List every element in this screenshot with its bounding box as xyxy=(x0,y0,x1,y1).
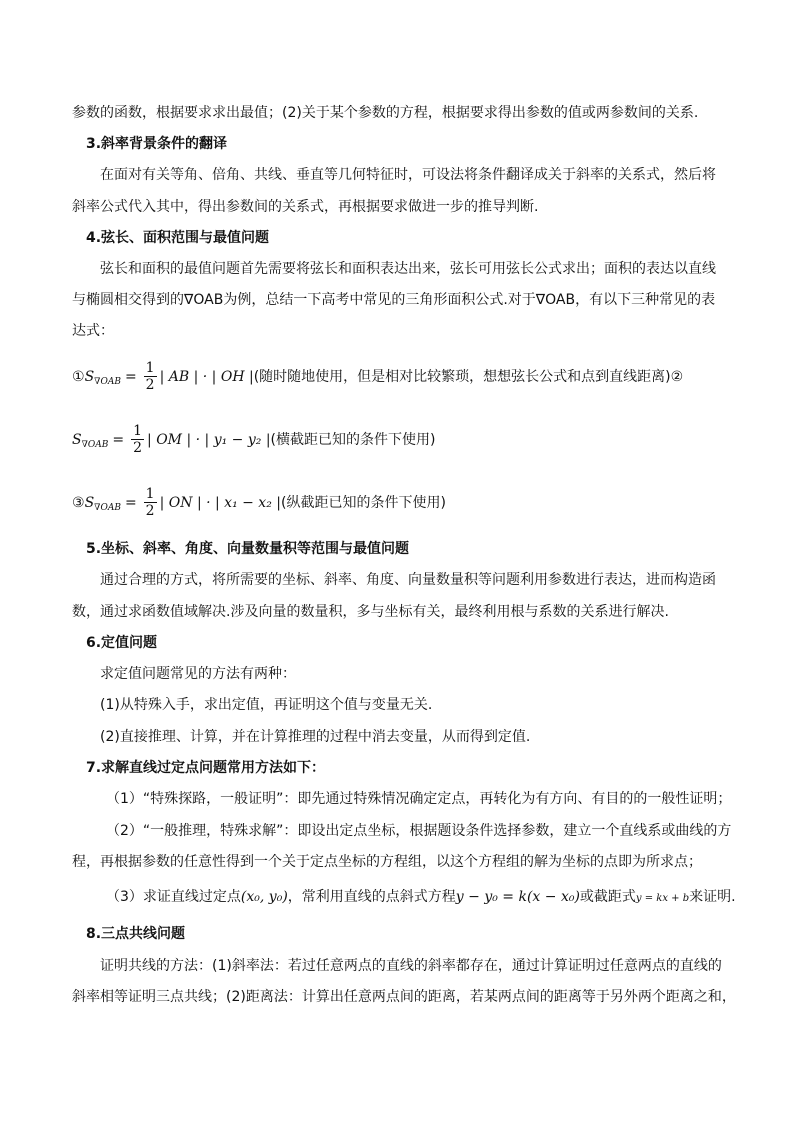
paragraph-line: (1)从特殊入手，求出定值，再证明这个值与变量无关. xyxy=(100,697,433,713)
fraction-denominator: 2 xyxy=(145,377,155,393)
paragraph-line: 通过合理的方式，将所需要的坐标、斜率、角度、向量数量积等问题利用参数进行表达，进而构造函 xyxy=(100,572,716,588)
paragraph-line: 证明共线的方法：(1)斜率法：若过任意两点的直线的斜率都存在，通过计算证明过任意两点的直线的 xyxy=(100,958,722,974)
fraction-denominator: 2 xyxy=(145,503,155,519)
fraction-numerator: 1 xyxy=(133,423,143,439)
formula-note: (横截距已知的条件下使用) xyxy=(270,431,436,448)
paragraph-line: 斜率公式代入其中，得出参数间的关系式，再根据要求做进一步的推导判断. xyxy=(72,199,539,215)
paragraph-line-with-math xyxy=(106,887,786,909)
paragraph-line: 求定值问题常见的方法有两种： xyxy=(100,666,296,682)
paragraph-line: 程，再根据参数的任意性得到一个关于定点坐标的方程组，以这个方程组的解为坐标的点即为所求点； xyxy=(72,854,702,870)
paragraph-line: 弦长和面积的最值问题首先需要将弦长和面积表达出来，弦长可用弦长公式求出；面积的表达以直线 xyxy=(100,261,716,277)
area-formula-1 xyxy=(72,360,683,393)
formula-subscript: ∇OAB xyxy=(94,502,121,513)
formula-symbol: S xyxy=(84,368,95,385)
formula-expression: | OM | · | y₁ − y₂ | xyxy=(147,431,271,448)
fraction xyxy=(144,486,157,519)
paragraph-line: （1）“特殊探路，一般证明”：即先通过特殊情况确定定点，再转化为有方向、有目的的一般性证明； xyxy=(106,791,732,807)
section-heading-8: 8.三点共线问题 xyxy=(86,926,186,942)
section-heading-6: 6.定值问题 xyxy=(86,635,158,651)
circled-number-3: ③ xyxy=(72,494,85,511)
section-heading-7: 7.求解直线过定点问题常用方法如下： xyxy=(86,760,326,776)
formula-symbol: S xyxy=(84,494,95,511)
formula-expression: | ON | · | x₁ − x₂ | xyxy=(159,494,281,511)
section-heading-4: 4.弦长、面积范围与最值问题 xyxy=(86,230,270,246)
fraction xyxy=(144,360,157,393)
formula-subscript: ∇OAB xyxy=(81,439,109,450)
formula-equals: = xyxy=(124,368,137,385)
text-run: 或截距式 xyxy=(579,889,636,905)
intercept-equation: y = kx + b xyxy=(635,893,690,904)
paragraph-line: 在面对有关等角、倍角、共线、垂直等几何特征时，可设法将条件翻译成关于斜率的关系式，然后将 xyxy=(100,167,716,183)
paragraph-line: 数，通过求函数值域解决.涉及向量的数量积，多与坐标有关，最终利用根与系数的关系进行解决. xyxy=(72,604,669,620)
fraction-denominator: 2 xyxy=(133,440,143,456)
formula-expression: | AB | · | OH | xyxy=(159,368,254,385)
fraction-numerator: 1 xyxy=(145,486,155,502)
paragraph-line: 参数的函数，根据要求求出最值；(2)关于某个参数的方程，根据要求得出参数的值或两参数间的关系. xyxy=(72,105,699,121)
formula-symbol: S xyxy=(72,431,82,448)
paragraph-line: 与椭圆相交得到的∇OAB为例，总结一下高考中常见的三角形面积公式.对于∇OAB，有以下三种常见的表 xyxy=(72,292,716,308)
fraction-numerator: 1 xyxy=(145,360,155,376)
area-formula-3 xyxy=(72,486,446,519)
fraction xyxy=(131,423,144,456)
section-heading-3: 3.斜率背景条件的翻译 xyxy=(86,136,228,152)
circled-number-1: ① xyxy=(72,368,85,385)
point-slope-equation: y − y₀ = k(x − x₀) xyxy=(455,889,580,905)
text-run: ，常利用直线的点斜式方程 xyxy=(287,889,456,905)
point-coordinates: (x₀, y₀) xyxy=(240,889,288,905)
text-run: 来证明. xyxy=(689,889,736,905)
formula-equals: = xyxy=(112,431,125,448)
formula-note: (纵截距已知的条件下使用) xyxy=(281,494,446,511)
formula-note: (随时随地使用，但是相对比较繁琐，想想弦长公式和点到直线距离)② xyxy=(253,368,684,385)
section-heading-5: 5.坐标、斜率、角度、向量数量积等范围与最值问题 xyxy=(86,541,410,557)
formula-equals: = xyxy=(124,494,137,511)
paragraph-line: 斜率相等证明三点共线；(2)距离法：计算出任意两点间的距离，若某两点间的距离等于另外两个距离之和， xyxy=(72,989,736,1005)
paragraph-line: (2)直接推理、计算，并在计算推理的过程中消去变量，从而得到定值. xyxy=(100,729,531,745)
paragraph-line: 达式： xyxy=(72,323,114,339)
formula-subscript: ∇OAB xyxy=(94,376,121,387)
paragraph-line: （2）“一般推理，特殊求解”：即设出定点坐标，根据题设条件选择参数，建立一个直线系或曲线的方 xyxy=(106,823,732,839)
area-formula-2 xyxy=(72,423,435,456)
text-run: （3）求证直线过定点 xyxy=(106,889,241,905)
